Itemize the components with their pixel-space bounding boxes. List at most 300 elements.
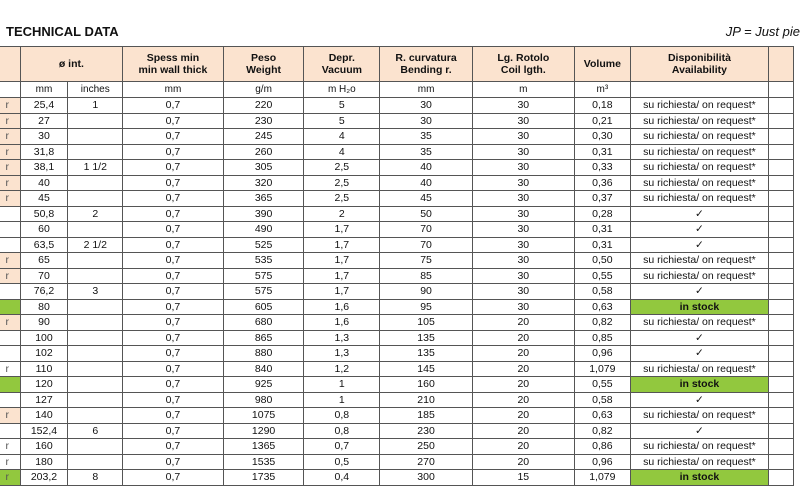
row-mark-cell — [0, 377, 20, 393]
diameter-inch-cell — [68, 392, 123, 408]
wall-thickness-cell: 0,7 — [123, 253, 224, 269]
volume-cell: 0,18 — [574, 98, 630, 114]
row-mark-cell: r — [0, 315, 20, 331]
row-mark-cell: r — [0, 160, 20, 176]
units-row — [0, 82, 794, 98]
volume-cell: 0,63 — [574, 408, 630, 424]
weight-cell: 390 — [223, 206, 304, 222]
diameter-mm-cell: 90 — [20, 315, 68, 331]
table-row — [0, 377, 794, 393]
weight-cell: 260 — [223, 144, 304, 160]
volume-cell: 0,30 — [574, 129, 630, 145]
coil-length-cell: 30 — [472, 191, 574, 207]
diameter-inch-cell — [68, 113, 123, 129]
row-extra-cell — [768, 129, 793, 145]
coil-length-cell: 30 — [472, 144, 574, 160]
diameter-mm-cell: 27 — [20, 113, 68, 129]
vacuum-cell: 1,6 — [304, 299, 380, 315]
table-row — [0, 315, 794, 331]
coil-length-cell: 30 — [472, 237, 574, 253]
diameter-mm-cell: 31,8 — [20, 144, 68, 160]
availability-cell: su richiesta/ on request* — [630, 113, 768, 129]
row-extra-cell — [768, 299, 793, 315]
diameter-mm-cell: 40 — [20, 175, 68, 191]
diameter-mm-cell: 110 — [20, 361, 68, 377]
availability-cell: ✓ — [630, 423, 768, 439]
wall-thickness-cell: 0,7 — [123, 377, 224, 393]
coil-length-cell: 20 — [472, 454, 574, 470]
coil-length-cell: 20 — [472, 423, 574, 439]
wall-thickness-cell: 0,7 — [123, 175, 224, 191]
diameter-mm-cell: 60 — [20, 222, 68, 238]
weight-cell: 525 — [223, 237, 304, 253]
volume-cell: 0,37 — [574, 191, 630, 207]
wall-thickness-cell: 0,7 — [123, 237, 224, 253]
diameter-inch-cell: 2 — [68, 206, 123, 222]
diameter-mm-cell: 30 — [20, 129, 68, 145]
table-row — [0, 191, 794, 207]
bending-radius-cell: 210 — [380, 392, 473, 408]
coil-length-cell: 20 — [472, 408, 574, 424]
bending-radius-cell: 85 — [380, 268, 473, 284]
diameter-inch-cell — [68, 408, 123, 424]
row-extra-cell — [768, 284, 793, 300]
diameter-inch-cell — [68, 253, 123, 269]
bending-radius-cell: 70 — [380, 237, 473, 253]
row-extra-cell — [768, 206, 793, 222]
volume-cell: 0,36 — [574, 175, 630, 191]
header-availability: Disponibilità Availability — [630, 47, 768, 82]
bending-radius-cell: 270 — [380, 454, 473, 470]
wall-thickness-cell: 0,7 — [123, 299, 224, 315]
wall-thickness-cell: 0,7 — [123, 144, 224, 160]
header-volume: Volume — [574, 47, 630, 82]
vacuum-cell: 1 — [304, 392, 380, 408]
unit-bending: mm — [380, 82, 473, 98]
row-extra-cell — [768, 408, 793, 424]
diameter-inch-cell: 3 — [68, 284, 123, 300]
row-extra-cell — [768, 144, 793, 160]
row-extra-cell — [768, 392, 793, 408]
bending-radius-cell: 40 — [380, 160, 473, 176]
row-mark-cell — [0, 346, 20, 362]
volume-cell: 0,96 — [574, 454, 630, 470]
volume-cell: 0,28 — [574, 206, 630, 222]
diameter-mm-cell: 160 — [20, 439, 68, 455]
row-mark-cell — [0, 299, 20, 315]
table-row — [0, 253, 794, 269]
weight-cell: 1735 — [223, 470, 304, 486]
weight-cell: 490 — [223, 222, 304, 238]
header-vacuum: Depr. Vacuum — [304, 47, 380, 82]
wall-thickness-cell: 0,7 — [123, 113, 224, 129]
diameter-inch-cell — [68, 439, 123, 455]
wall-thickness-cell: 0,7 — [123, 361, 224, 377]
volume-cell: 0,33 — [574, 160, 630, 176]
row-mark-cell: r — [0, 129, 20, 145]
weight-cell: 980 — [223, 392, 304, 408]
diameter-inch-cell — [68, 268, 123, 284]
volume-cell: 0,86 — [574, 439, 630, 455]
diameter-mm-cell: 127 — [20, 392, 68, 408]
vacuum-cell: 1,7 — [304, 237, 380, 253]
row-extra-cell — [768, 330, 793, 346]
table-row — [0, 361, 794, 377]
vacuum-cell: 2,5 — [304, 191, 380, 207]
volume-cell: 0,96 — [574, 346, 630, 362]
wall-thickness-cell: 0,7 — [123, 222, 224, 238]
row-extra-cell — [768, 98, 793, 114]
vacuum-cell: 1,6 — [304, 315, 380, 331]
weight-cell: 535 — [223, 253, 304, 269]
wall-thickness-cell: 0,7 — [123, 392, 224, 408]
diameter-mm-cell: 102 — [20, 346, 68, 362]
availability-cell: su richiesta/ on request* — [630, 98, 768, 114]
volume-cell: 0,50 — [574, 253, 630, 269]
availability-cell: su richiesta/ on request* — [630, 268, 768, 284]
table-row — [0, 299, 794, 315]
diameter-inch-cell: 1 1/2 — [68, 160, 123, 176]
wall-thickness-cell: 0,7 — [123, 268, 224, 284]
table-row — [0, 470, 794, 486]
vacuum-cell: 4 — [304, 144, 380, 160]
row-mark-cell: r — [0, 191, 20, 207]
vacuum-cell: 1,7 — [304, 253, 380, 269]
availability-cell: ✓ — [630, 284, 768, 300]
row-mark-cell: r — [0, 144, 20, 160]
row-extra-cell — [768, 160, 793, 176]
table-row — [0, 129, 794, 145]
weight-cell: 680 — [223, 315, 304, 331]
unit-wall: mm — [123, 82, 224, 98]
row-extra-cell — [768, 191, 793, 207]
wall-thickness-cell: 0,7 — [123, 284, 224, 300]
table-row — [0, 222, 794, 238]
availability-cell: su richiesta/ on request* — [630, 175, 768, 191]
table-row — [0, 113, 794, 129]
vacuum-cell: 0,7 — [304, 439, 380, 455]
coil-length-cell: 30 — [472, 113, 574, 129]
diameter-mm-cell: 203,2 — [20, 470, 68, 486]
row-mark-cell: r — [0, 113, 20, 129]
bending-radius-cell: 90 — [380, 284, 473, 300]
wall-thickness-cell: 0,7 — [123, 98, 224, 114]
availability-cell: in stock — [630, 377, 768, 393]
weight-cell: 575 — [223, 268, 304, 284]
vacuum-cell: 1,7 — [304, 222, 380, 238]
row-mark-cell — [0, 284, 20, 300]
volume-cell: 0,55 — [574, 377, 630, 393]
diameter-inch-cell — [68, 175, 123, 191]
row-mark-cell: r — [0, 253, 20, 269]
table-row — [0, 268, 794, 284]
volume-cell: 0,31 — [574, 222, 630, 238]
bending-radius-cell: 30 — [380, 113, 473, 129]
diameter-inch-cell: 8 — [68, 470, 123, 486]
weight-cell: 245 — [223, 129, 304, 145]
diameter-inch-cell — [68, 315, 123, 331]
table-row — [0, 284, 794, 300]
table-row — [0, 175, 794, 191]
volume-cell: 1,079 — [574, 470, 630, 486]
diameter-inch-cell — [68, 454, 123, 470]
row-mark-cell: r — [0, 361, 20, 377]
volume-cell: 0,82 — [574, 315, 630, 331]
volume-cell: 0,85 — [574, 330, 630, 346]
row-mark-cell: r — [0, 439, 20, 455]
diameter-mm-cell: 70 — [20, 268, 68, 284]
diameter-inch-cell — [68, 299, 123, 315]
row-mark-cell: r — [0, 454, 20, 470]
diameter-mm-cell: 180 — [20, 454, 68, 470]
diameter-inch-cell — [68, 361, 123, 377]
coil-length-cell: 30 — [472, 206, 574, 222]
weight-cell: 1365 — [223, 439, 304, 455]
vacuum-cell: 2,5 — [304, 160, 380, 176]
availability-cell: su richiesta/ on request* — [630, 144, 768, 160]
bending-radius-cell: 30 — [380, 98, 473, 114]
diameter-inch-cell — [68, 191, 123, 207]
diameter-mm-cell: 38,1 — [20, 160, 68, 176]
unit-volume: m³ — [574, 82, 630, 98]
table-row — [0, 439, 794, 455]
row-mark-cell — [0, 237, 20, 253]
header-bending: R. curvatura Bending r. — [380, 47, 473, 82]
row-extra-cell — [768, 175, 793, 191]
availability-cell: ✓ — [630, 346, 768, 362]
bending-radius-cell: 35 — [380, 144, 473, 160]
weight-cell: 575 — [223, 284, 304, 300]
row-extra-cell — [768, 377, 793, 393]
vacuum-cell: 0,8 — [304, 423, 380, 439]
diameter-mm-cell: 140 — [20, 408, 68, 424]
row-extra-cell — [768, 222, 793, 238]
availability-cell: su richiesta/ on request* — [630, 315, 768, 331]
bending-radius-cell: 35 — [380, 129, 473, 145]
availability-cell: su richiesta/ on request* — [630, 361, 768, 377]
header-coil: Lg. Rotolo Coil lgth. — [472, 47, 574, 82]
diameter-inch-cell — [68, 330, 123, 346]
coil-length-cell: 30 — [472, 160, 574, 176]
vacuum-cell: 1,7 — [304, 284, 380, 300]
bending-radius-cell: 50 — [380, 206, 473, 222]
vacuum-cell: 1,3 — [304, 346, 380, 362]
bending-radius-cell: 40 — [380, 175, 473, 191]
availability-cell: ✓ — [630, 237, 768, 253]
diameter-inch-cell — [68, 346, 123, 362]
table-row — [0, 144, 794, 160]
unit-weight: g/m — [223, 82, 304, 98]
row-mark-cell — [0, 392, 20, 408]
table-row — [0, 423, 794, 439]
diameter-mm-cell: 80 — [20, 299, 68, 315]
bending-radius-cell: 45 — [380, 191, 473, 207]
bending-radius-cell: 75 — [380, 253, 473, 269]
row-extra-cell — [768, 315, 793, 331]
bending-radius-cell: 145 — [380, 361, 473, 377]
diameter-mm-cell: 25,4 — [20, 98, 68, 114]
legend-note: JP = Just pie — [725, 24, 800, 39]
bending-radius-cell: 160 — [380, 377, 473, 393]
wall-thickness-cell: 0,7 — [123, 315, 224, 331]
availability-cell: su richiesta/ on request* — [630, 191, 768, 207]
weight-cell: 880 — [223, 346, 304, 362]
bending-radius-cell: 185 — [380, 408, 473, 424]
volume-cell: 1,079 — [574, 361, 630, 377]
vacuum-cell: 1,7 — [304, 268, 380, 284]
coil-length-cell: 20 — [472, 439, 574, 455]
wall-thickness-cell: 0,7 — [123, 454, 224, 470]
weight-cell: 230 — [223, 113, 304, 129]
weight-cell: 1290 — [223, 423, 304, 439]
wall-thickness-cell: 0,7 — [123, 470, 224, 486]
volume-cell: 0,55 — [574, 268, 630, 284]
unit-mark-cell — [0, 82, 20, 98]
diameter-inch-cell: 1 — [68, 98, 123, 114]
availability-cell: ✓ — [630, 392, 768, 408]
row-extra-cell — [768, 253, 793, 269]
wall-thickness-cell: 0,7 — [123, 408, 224, 424]
coil-length-cell: 20 — [472, 346, 574, 362]
volume-cell: 0,63 — [574, 299, 630, 315]
table-row — [0, 98, 794, 114]
availability-cell: su richiesta/ on request* — [630, 408, 768, 424]
bending-radius-cell: 105 — [380, 315, 473, 331]
diameter-inch-cell — [68, 222, 123, 238]
weight-cell: 840 — [223, 361, 304, 377]
bending-radius-cell: 135 — [380, 330, 473, 346]
diameter-inch-cell — [68, 377, 123, 393]
coil-length-cell: 20 — [472, 392, 574, 408]
volume-cell: 0,82 — [574, 423, 630, 439]
wall-thickness-cell: 0,7 — [123, 160, 224, 176]
wall-thickness-cell: 0,7 — [123, 346, 224, 362]
availability-cell: ✓ — [630, 206, 768, 222]
diameter-mm-cell: 100 — [20, 330, 68, 346]
availability-cell: su richiesta/ on request* — [630, 129, 768, 145]
unit-coil: m — [472, 82, 574, 98]
diameter-inch-cell — [68, 129, 123, 145]
vacuum-cell: 0,5 — [304, 454, 380, 470]
row-mark-cell — [0, 423, 20, 439]
volume-cell: 0,31 — [574, 144, 630, 160]
row-mark-cell — [0, 222, 20, 238]
vacuum-cell: 0,4 — [304, 470, 380, 486]
coil-length-cell: 30 — [472, 222, 574, 238]
availability-cell: su richiesta/ on request* — [630, 439, 768, 455]
coil-length-cell: 30 — [472, 175, 574, 191]
diameter-inch-cell — [68, 144, 123, 160]
row-mark-cell: r — [0, 470, 20, 486]
vacuum-cell: 5 — [304, 113, 380, 129]
vacuum-cell: 1 — [304, 377, 380, 393]
table-body — [0, 98, 794, 486]
diameter-mm-cell: 120 — [20, 377, 68, 393]
bending-radius-cell: 70 — [380, 222, 473, 238]
header-weight: Peso Weight — [223, 47, 304, 82]
availability-cell: su richiesta/ on request* — [630, 454, 768, 470]
volume-cell: 0,58 — [574, 392, 630, 408]
weight-cell: 365 — [223, 191, 304, 207]
table-row — [0, 237, 794, 253]
bending-radius-cell: 135 — [380, 346, 473, 362]
diameter-mm-cell: 152,4 — [20, 423, 68, 439]
row-extra-cell — [768, 454, 793, 470]
volume-cell: 0,31 — [574, 237, 630, 253]
wall-thickness-cell: 0,7 — [123, 129, 224, 145]
table-row — [0, 330, 794, 346]
diameter-inch-cell: 2 1/2 — [68, 237, 123, 253]
header-row — [0, 47, 794, 82]
row-extra-cell — [768, 439, 793, 455]
table-row — [0, 206, 794, 222]
header-diameter: ø int. — [20, 47, 123, 82]
coil-length-cell: 15 — [472, 470, 574, 486]
table-row — [0, 346, 794, 362]
weight-cell: 1535 — [223, 454, 304, 470]
vacuum-cell: 2,5 — [304, 175, 380, 191]
row-extra-cell — [768, 268, 793, 284]
row-mark-cell: r — [0, 268, 20, 284]
weight-cell: 305 — [223, 160, 304, 176]
diameter-mm-cell: 50,8 — [20, 206, 68, 222]
weight-cell: 220 — [223, 98, 304, 114]
wall-thickness-cell: 0,7 — [123, 330, 224, 346]
wall-thickness-cell: 0,7 — [123, 423, 224, 439]
coil-length-cell: 20 — [472, 330, 574, 346]
availability-cell: su richiesta/ on request* — [630, 160, 768, 176]
table-row — [0, 454, 794, 470]
weight-cell: 320 — [223, 175, 304, 191]
coil-length-cell: 20 — [472, 361, 574, 377]
diameter-mm-cell: 76,2 — [20, 284, 68, 300]
bending-radius-cell: 95 — [380, 299, 473, 315]
row-extra-cell — [768, 346, 793, 362]
vacuum-cell: 2 — [304, 206, 380, 222]
coil-length-cell: 30 — [472, 253, 574, 269]
wall-thickness-cell: 0,7 — [123, 439, 224, 455]
row-extra-cell — [768, 113, 793, 129]
bending-radius-cell: 300 — [380, 470, 473, 486]
coil-length-cell: 30 — [472, 129, 574, 145]
vacuum-cell: 1,3 — [304, 330, 380, 346]
header-mark-cell — [0, 47, 20, 82]
coil-length-cell: 30 — [472, 299, 574, 315]
diameter-inch-cell: 6 — [68, 423, 123, 439]
row-mark-cell: r — [0, 98, 20, 114]
header-wall: Spess min min wall thick — [123, 47, 224, 82]
vacuum-cell: 4 — [304, 129, 380, 145]
vacuum-cell: 1,2 — [304, 361, 380, 377]
coil-length-cell: 30 — [472, 268, 574, 284]
table-row — [0, 160, 794, 176]
row-mark-cell — [0, 330, 20, 346]
bending-radius-cell: 250 — [380, 439, 473, 455]
vacuum-cell: 5 — [304, 98, 380, 114]
availability-cell: in stock — [630, 470, 768, 486]
row-extra-cell — [768, 470, 793, 486]
table-row — [0, 392, 794, 408]
availability-cell: in stock — [630, 299, 768, 315]
coil-length-cell: 30 — [472, 98, 574, 114]
row-mark-cell — [0, 206, 20, 222]
row-mark-cell: r — [0, 408, 20, 424]
availability-cell: ✓ — [630, 330, 768, 346]
coil-length-cell: 20 — [472, 315, 574, 331]
diameter-mm-cell: 65 — [20, 253, 68, 269]
vacuum-cell: 0,8 — [304, 408, 380, 424]
volume-cell: 0,58 — [574, 284, 630, 300]
